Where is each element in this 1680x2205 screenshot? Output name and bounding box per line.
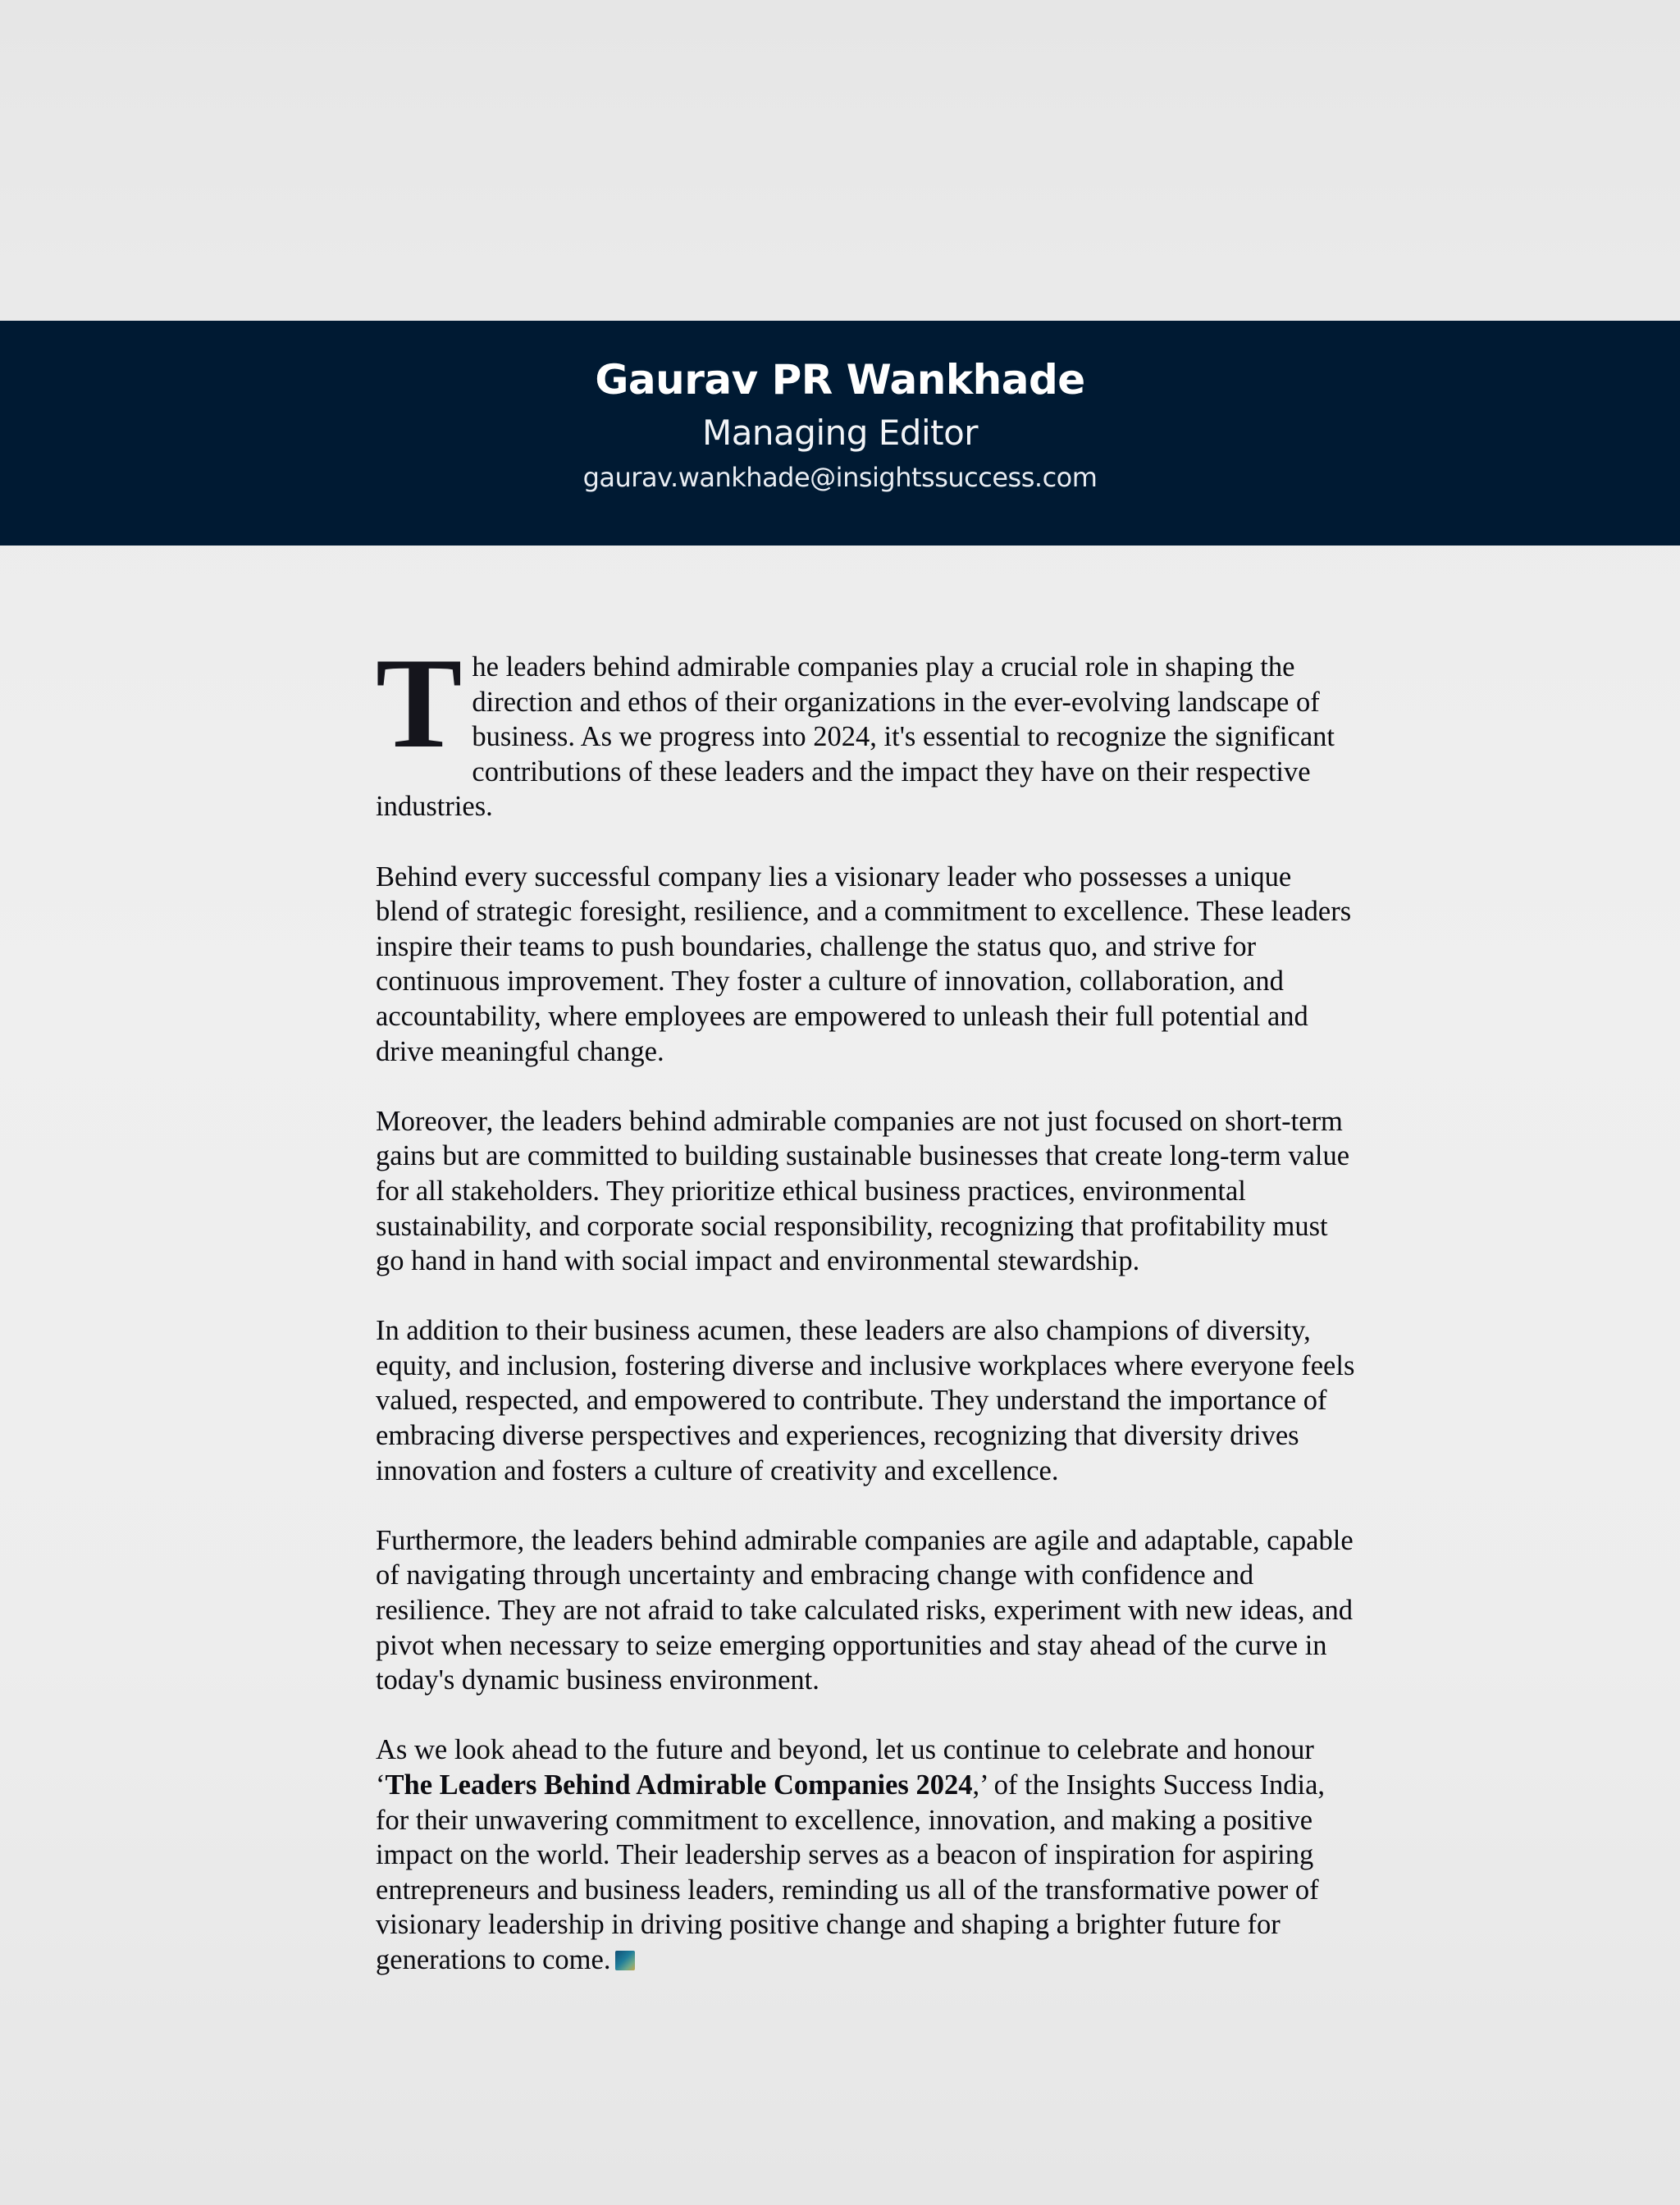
editor-header-band [0, 321, 1680, 546]
editor-name: Gaurav PR Wankhade [595, 356, 1085, 404]
paragraph-6-rest: ,’ of the Insights Success India, for their unwavering commitment to excellence, innovation, and making a positive impact on the world. Their leadership serves as a beacon of inspiration for aspiring entrepreneurs and business leaders, reminding us all of the transformative power of visionary leadership in driving positive change and shaping a brighter future for generations to come. [376, 1769, 1326, 1975]
paragraph-6 [376, 1732, 1360, 1977]
drop-cap: T [376, 632, 463, 775]
paragraph-2: Behind every successful company lies a visionary leader who possesses a unique blend of strategic foresight, resilience, and a commitment to excellence. These leaders inspire their teams to push boundaries, challenge the status quo, and strive for continuous improvement. They foster a culture of innovation, collaboration, and accountability, where employees are empowered to unleash their full potential and drive meaningful change. [376, 861, 1352, 1067]
highlighted-title: The Leaders Behind Admirable Companies 2024 [385, 1769, 973, 1801]
paragraph-1 [376, 632, 1360, 824]
paragraph-5: Furthermore, the leaders behind admirable companies are agile and adaptable, capable of navigating through uncertainty and embracing change with confidence and resilience. They are not afraid to take calculated risks, experiment with new ideas, and pivot when necessary to seize emerging opportunities and stay ahead of the curve in today's dynamic business environment. [376, 1524, 1354, 1696]
paragraph-1-text: he leaders behind admirable companies play a crucial role in shaping the direction and ethos of their organizations in the ever-evolving landscape of business. As we progress into 2024, it's essential to recognize the significant contributions of these leaders and the impact they have on their respective industries. [376, 651, 1335, 823]
editor-role: Managing Editor [701, 413, 979, 453]
paragraph-4: In addition to their business acumen, these leaders are also champions of diversity, equity, and inclusion, fostering diverse and inclusive workplaces where everyone feels valued, respected, and empowered to contribute. They understand the importance of embracing diverse perspectives and experiences, recognizing that diversity drives innovation and fosters a culture of creativity and excellence. [376, 1315, 1355, 1486]
end-of-article-logo-icon [615, 1951, 635, 1970]
editorial-article [376, 632, 1360, 2012]
paragraph-6-lead: As we look ahead to the future and beyond, let us continue to celebrate and honour ‘ [376, 1734, 1314, 1801]
paragraph-3: Moreover, the leaders behind admirable companies are not just focused on short-term gains but are committed to building sustainable businesses that create long-term value for all stakeholders. They prioritize ethical business practices, environmental sustainability, and corporate social responsibility, recognizing that profitability must go hand in hand with social impact and environmental stewardship. [376, 1105, 1350, 1277]
editor-email: gaurav.wankhade@insightssuccess.com [582, 462, 1098, 493]
